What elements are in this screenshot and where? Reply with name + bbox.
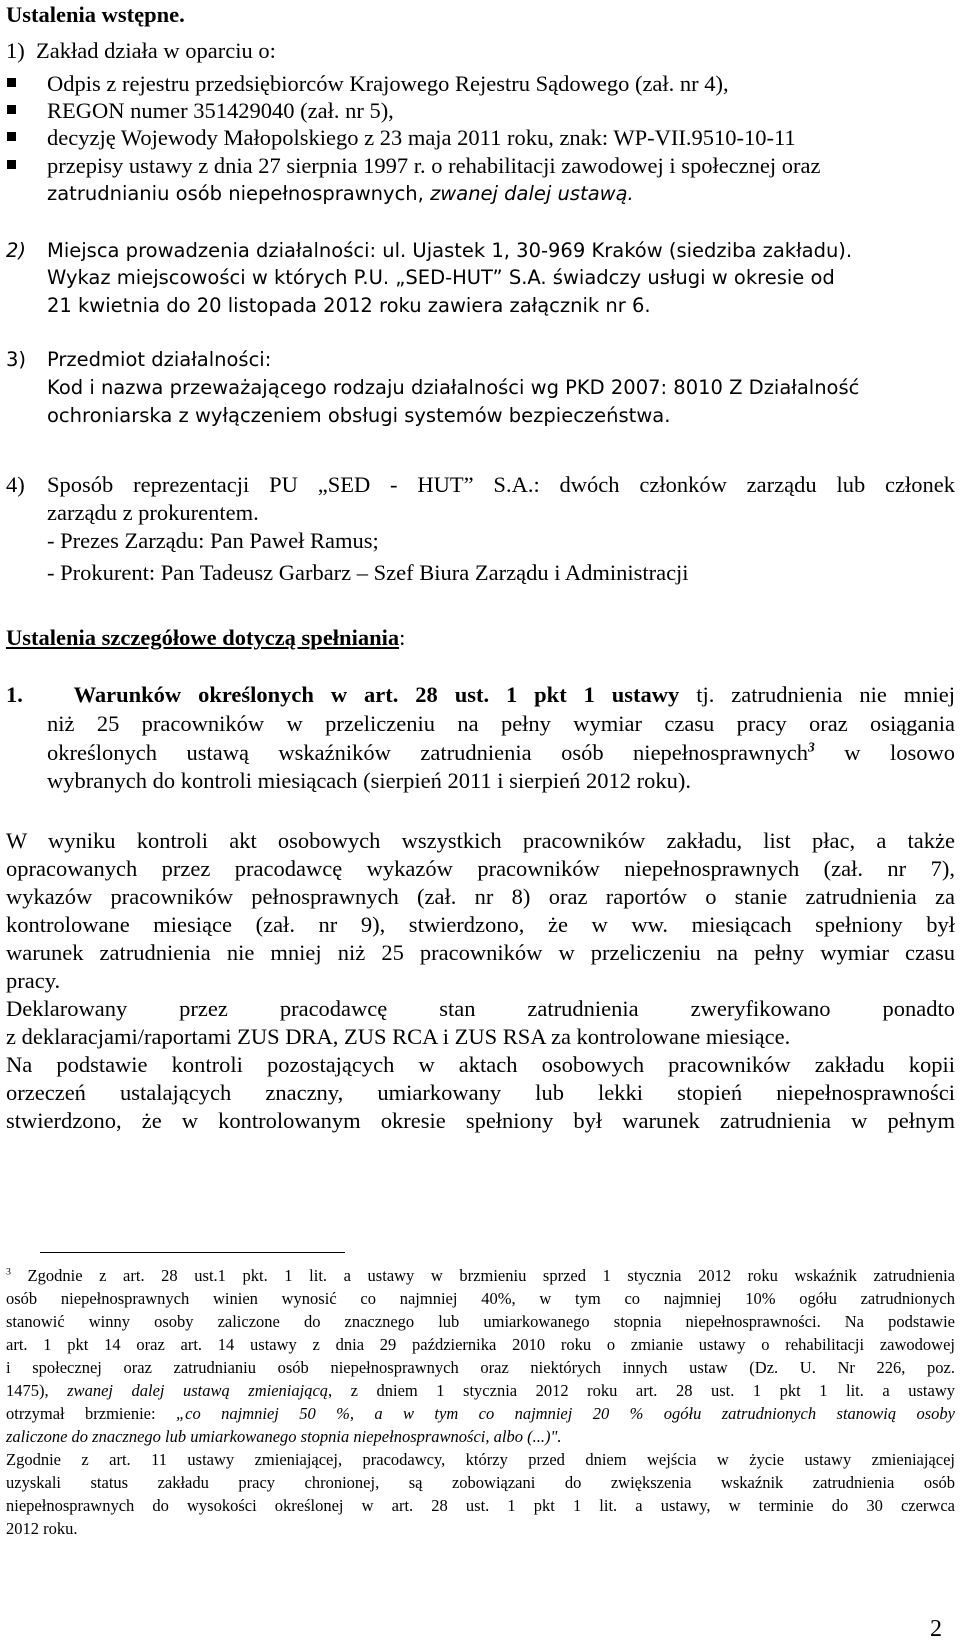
point-1-text: w losowo [814,740,955,765]
body-line: opracowanych przez pracodawcę wykazów pracowników niepełnosprawnych (zał. nr 7), [6,856,955,881]
bullet-marker-icon [7,132,16,141]
footnote-line: i społecznej oraz zatrudnianiu osób niepełnosprawnych oraz niektórych innych ustaw (Dz. U. Nr 226, poz. [6,1358,955,1377]
footnote-line: osób niepełnosprawnych winien wynosić co najmniej 40%, w tym co najmniej 10% ogółu zatrudnionych [6,1289,955,1308]
bullet-item [47,155,821,178]
footnote-line: Zgodnie z art. 11 ustawy zmieniającej, pracodawcy, którzy przed dniem wejścia w życie ustawy zmieniającej [6,1450,955,1469]
footnote-line [6,1383,955,1400]
body-line: kontrolowane miesiące (zał. nr 9), stwierdzono, że w ww. miesiącach spełniony był [6,912,955,937]
section-4-line: - Prokurent: Pan Tadeusz Garbarz – Szef Biura Zarządu i Administracji [47,560,689,585]
section-4-number: 4) [6,472,25,497]
body-line: pracy. [6,968,61,993]
bullet-marker-icon [7,160,16,169]
body-line: orzeczeń ustalających znaczny, umiarkowany lub lekki stopień niepełnosprawności [6,1080,955,1105]
section-2-line: Miejsca prowadzenia działalności: ul. Ujastek 1, 30-969 Kraków (siedziba zakładu). [47,239,853,262]
section-2-number: 2) [6,239,27,262]
bullet-item [47,100,394,123]
point-1-number: 1. [6,682,23,707]
point-1-line [6,684,955,707]
point-1-text: tj. zatrudnienia nie mniej [679,682,955,707]
point-1-line: wybranych do kontroli miesiącach (sierpień 2011 i sierpień 2012 roku). [47,768,691,793]
defined-term: zwanej dalej ustawą. [430,182,634,205]
page-number: 2 [930,1616,942,1642]
footnote-text: 1475), [6,1381,68,1400]
footnote-text: otrzymał brzmienie: [6,1404,176,1423]
footnote-line: zaliczone do znacznego lub umiarkowanego stopnia niepełnosprawności, albo (...)". [6,1427,562,1446]
bullet-text: przepisy ustawy z dnia 27 sierpnia 1997 r. o rehabilitacji zawodowej i społecznej oraz [47,153,821,178]
bullet-item [47,127,796,150]
footnote-text: Zgodnie z art. 28 ust.1 pkt. 1 lit. a ustawy w brzmieniu sprzed 1 stycznia 2012 roku wskaźnik zatrudnienia [10,1266,955,1285]
footnote-line: 2012 roku. [6,1519,78,1538]
section-4-line: - Prezes Zarządu: Pan Paweł Ramus; [47,528,379,553]
heading-detail-colon: : [399,625,406,650]
heading-detail [6,627,405,650]
bullet-continuation [47,184,634,204]
bullet-text: Odpis z rejestru przedsiębiorców Krajowego Rejestru Sądowego (zał. nr 4), [47,71,729,96]
section-3-line: Kod i nazwa przeważającego rodzaju działalności wg PKD 2007: 8010 Z Działalność [47,376,860,399]
point-1-line: niż 25 pracowników w przeliczeniu na pełny wymiar czasu pracy oraz osiągania [47,711,955,736]
heading-detail-text: Ustalenia szczegółowe dotyczą spełniania [6,625,400,650]
section-2-line: 21 kwietnia do 20 listopada 2012 roku zawiera załącznik nr 6. [47,294,651,317]
section-3-line: Przedmiot działalności: [47,348,272,371]
section-3-number: 3) [6,348,27,371]
body-line: stwierdzono, że w kontrolowanym okresie spełniony był warunek zatrudnienia w pełnym [6,1108,955,1133]
footnote-quote: „co najmniej 50 %, a w tym co najmniej 20 % ogółu zatrudnionych stanowią osoby [175,1404,955,1423]
point-1-line [47,739,955,765]
section-3-line: ochroniarska z wyłączeniem obsługi systemów bezpieczeństwa. [47,404,671,427]
section-4-line: Sposób reprezentacji PU „SED - HUT” S.A.: dwóch członków zarządu lub członek [47,472,955,497]
footnote-line [6,1268,955,1285]
point-1-text: określonych ustawą wskaźników zatrudnienia osób niepełnosprawnych [47,740,809,765]
bullet-item [47,73,729,96]
footnote-line: stanowić winny osoby zaliczone do znacznego lub umiarkowanego stopnia niepełnosprawności. Na podstawie [6,1312,955,1331]
footnote-line: uzyskali status zakładu pracy chronionej, są zobowiązani do zwiększenia wskaźnik zatrudnienia osób [6,1473,955,1492]
bullet-marker-icon [7,78,16,87]
body-line: wykazów pracowników pełnosprawnych (zał. nr 8) oraz raportów o stanie zatrudnienia za [6,884,955,909]
footnote-ref: 3 [808,739,815,755]
body-line: warunek zatrudnienia nie mniej niż 25 pracowników w przeliczeniu na pełny wymiar czasu [6,940,955,965]
section-2-line: Wykaz miejscowości w których P.U. „SED-HUT” S.A. świadczy usługi w okresie od [47,266,835,289]
bullet-marker-icon [7,105,16,114]
bullet-continuation-text: zatrudnianiu osób niepełnosprawnych, [47,182,431,205]
heading-initial: Ustalenia wstępne. [6,2,185,27]
section-4-line: zarządu z prokurentem. [47,500,259,525]
footnote-defined-term: zwanej dalej ustawą zmieniającą [67,1381,329,1400]
body-line: W wyniku kontroli akt osobowych wszystkich pracowników zakładu, list płac, a także [6,828,955,853]
footnote-line: art. 1 pkt 14 oraz art. 14 ustawy z dnia 29 października 2010 roku o zmianie ustawy o rehabilitacji zawodowej [6,1335,955,1354]
footnote-mark: 3 [6,1266,11,1278]
body-line: z deklaracjami/raportami ZUS DRA, ZUS RCA i ZUS RSA za kontrolowane miesiące. [6,1024,791,1049]
footnote-text: , z dniem 1 stycznia 2012 roku art. 28 ust. 1 pkt 1 lit. a ustawy [328,1381,955,1400]
footnote-line [6,1406,955,1423]
footnote-separator [40,1252,345,1253]
bullet-text: REGON numer 351429040 (zał. nr 5), [47,98,394,123]
body-line: Deklarowany przez pracodawcę stan zatrudnienia zweryfikowano ponadto [6,996,955,1021]
footnote-line: niepełnosprawnych do wysokości określonej w art. 28 ust. 1 pkt 1 lit. a ustawy, w terminie do 30 czerwca [6,1496,955,1515]
point-1-title: Warunków określonych w art. 28 ust. 1 pkt 1 ustawy [73,682,680,707]
section-1-intro: 1) Zakład działa w oparciu o: [6,38,276,63]
body-line: Na podstawie kontroli pozostających w aktach osobowych pracowników zakładu kopii [6,1052,955,1077]
bullet-text: decyzję Wojewody Małopolskiego z 23 maja 2011 roku, znak: WP-VII.9510-10-11 [47,125,796,150]
